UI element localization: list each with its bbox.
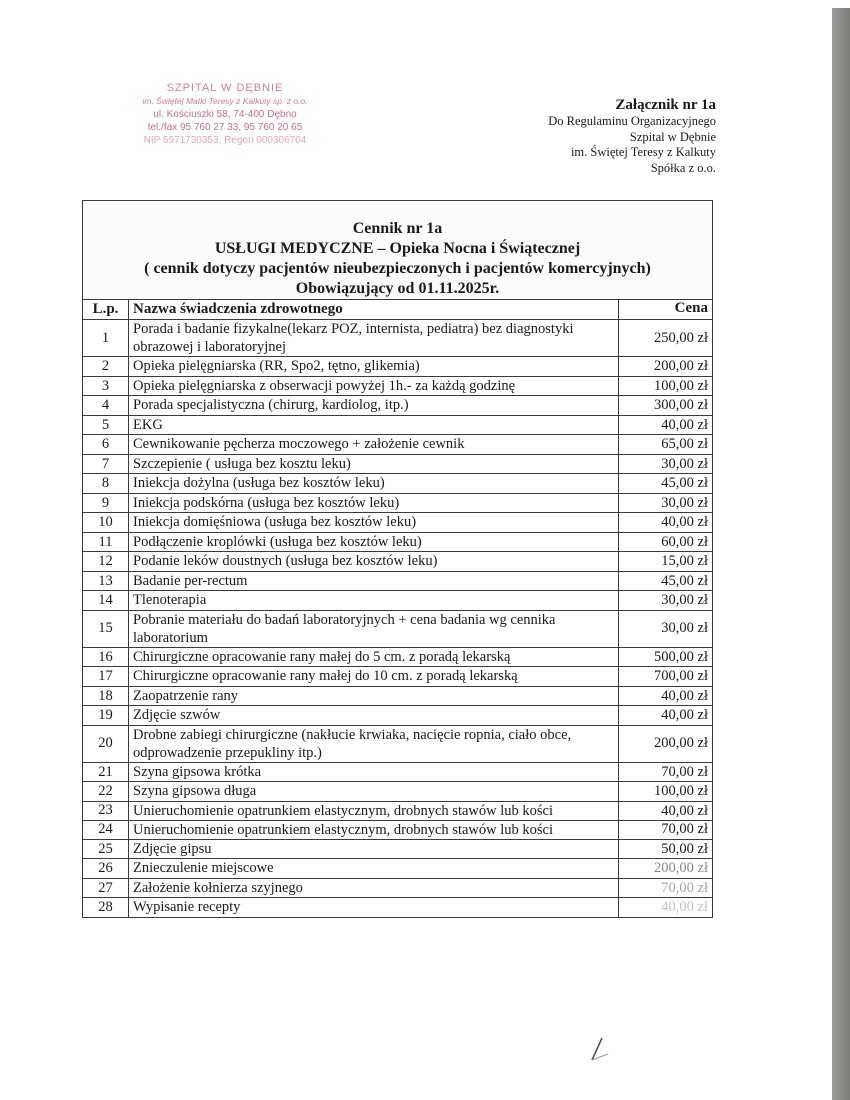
table-row [83,878,713,898]
service-price: 250,00 zł [619,320,713,357]
service-name: Porada i badanie fizykalne(lekarz POZ, internista, pediatra) bez diagnostyki obrazowej i laboratoryjnej [129,320,619,357]
service-price: 700,00 zł [619,667,713,687]
table-header-row [83,300,713,320]
service-name: Porada specjalistyczna (chirurg, kardiolog, itp.) [129,396,619,416]
row-number: 27 [83,878,129,898]
row-number: 10 [83,513,129,533]
stamp-subtitle: im. Świętej Matki Teresy z Kalkuty sp. z o.o. [142,96,308,106]
stamp-address: ul. Kościuszki 58, 74-400 Dębno [153,109,297,120]
service-price: 200,00 zł [619,859,713,879]
table-row [83,513,713,533]
service-name: Zdjęcie gipsu [129,839,619,859]
service-price: 30,00 zł [619,454,713,474]
service-name: Opieka pielęgniarska (RR, Spo2, tętno, glikemia) [129,357,619,377]
table-row [83,686,713,706]
table-row [83,571,713,591]
service-price: 500,00 zł [619,647,713,667]
service-price: 70,00 zł [619,762,713,782]
annex-line-3: im. Świętej Teresy z Kalkuty [570,145,716,159]
row-number: 9 [83,493,129,513]
table-row [83,647,713,667]
table-row [83,376,713,396]
service-name: Opieka pielęgniarska z obserwacji powyżej 1h.- za każdą godzinę [129,376,619,396]
column-header-name: Nazwa świadczenia zdrowotnego [129,300,619,320]
row-number: 17 [83,667,129,687]
service-price: 100,00 zł [619,782,713,802]
service-price: 45,00 zł [619,474,713,494]
service-price: 40,00 zł [619,513,713,533]
table-row [83,859,713,879]
table-row [83,667,713,687]
table-body [83,320,713,918]
service-name: Założenie kołnierza szyjnego [129,878,619,898]
table-row [83,357,713,377]
service-price: 30,00 zł [619,591,713,611]
service-name: Unieruchomienie opatrunkiem elastycznym, drobnych stawów lub kości [129,801,619,820]
service-price: 70,00 zł [619,878,713,898]
service-name: Unieruchomienie opatrunkiem elastycznym, drobnych stawów lub kości [129,820,619,839]
row-number: 23 [83,801,129,820]
table-row [83,725,713,762]
service-name: Znieczulenie miejscowe [129,859,619,879]
service-price: 200,00 zł [619,357,713,377]
service-name: Pobranie materiału do badań laboratoryjnych + cena badania wg cennika laboratorium [129,610,619,647]
service-name: Szyna gipsowa długa [129,782,619,802]
table-row [83,435,713,455]
service-price: 40,00 zł [619,706,713,726]
table-row [83,782,713,802]
service-name: Badanie per-rectum [129,571,619,591]
service-price: 300,00 zł [619,396,713,416]
table-row [83,415,713,435]
row-number: 7 [83,454,129,474]
scan-edge-shadow [832,8,850,1100]
table-row [83,454,713,474]
table-row [83,610,713,647]
service-price: 30,00 zł [619,493,713,513]
annex-line-2: Szpital w Dębnie [629,129,716,144]
row-number: 1 [83,320,129,357]
table-row [83,320,713,357]
annex-line-1: Do Regulaminu Organizacyjnego [548,114,716,128]
table-row [83,801,713,820]
table-row [83,396,713,416]
row-number: 13 [83,571,129,591]
column-header-price: Cena [619,300,713,320]
service-name: Szczepienie ( usługa bez kosztu leku) [129,454,619,474]
row-number: 6 [83,435,129,455]
service-price: 65,00 zł [619,435,713,455]
service-name: Iniekcja podskórna (usługa bez kosztów leku) [129,493,619,513]
service-name: Zdjęcie szwów [129,706,619,726]
price-list-title-block [83,201,713,300]
service-price: 50,00 zł [619,839,713,859]
stamp-phone: tel./fax 95 760 27 33, 95 760 20 65 [147,122,303,133]
row-number: 20 [83,725,129,762]
service-price: 100,00 zł [619,376,713,396]
row-number: 2 [83,357,129,377]
annex-line-4: Spółka z o.o. [650,160,716,175]
service-name: Iniekcja dożylna (usługa bez kosztów leku) [129,474,619,494]
price-list-subtitle: USŁUGI MEDYCZNE – Opieka Nocna i Świątecznej [214,240,581,257]
row-number: 24 [83,820,129,839]
stamp-ids: NIP 5971730353, Regon 000306704 [143,135,307,146]
table-row [83,474,713,494]
table-row [83,839,713,859]
table-row [83,591,713,611]
service-price: 30,00 zł [619,610,713,647]
service-name: Zaopatrzenie rany [129,686,619,706]
row-number: 18 [83,686,129,706]
row-number: 16 [83,647,129,667]
service-name: Szyna gipsowa krótka [129,762,619,782]
row-number: 12 [83,552,129,572]
service-price: 40,00 zł [619,415,713,435]
table-row [83,552,713,572]
column-header-lp: L.p. [83,300,129,320]
service-name: Podłączenie kroplówki (usługa bez kosztów leku) [129,532,619,552]
row-number: 15 [83,610,129,647]
row-number: 19 [83,706,129,726]
service-name: Tlenoterapia [129,591,619,611]
row-number: 4 [83,396,129,416]
annex-header [548,96,716,176]
table-row [83,706,713,726]
service-name: EKG [129,415,619,435]
service-price: 40,00 zł [619,686,713,706]
service-name: Drobne zabiegi chirurgiczne (nakłucie krwiaka, nacięcie ropnia, ciało obce, odprowadzenie przepukliny itp.) [129,725,619,762]
service-price: 70,00 zł [619,820,713,839]
row-number: 5 [83,415,129,435]
row-number: 22 [83,782,129,802]
service-name: Podanie leków doustnych (usługa bez kosztów leku) [129,552,619,572]
table-row [83,820,713,839]
row-number: 25 [83,839,129,859]
service-price: 15,00 zł [619,552,713,572]
row-number: 21 [83,762,129,782]
service-price: 40,00 zł [619,801,713,820]
service-name: Wypisanie recepty [129,898,619,918]
service-price: 45,00 zł [619,571,713,591]
service-name: Iniekcja domięśniowa (usługa bez kosztów leku) [129,513,619,533]
table-row [83,898,713,918]
row-number: 3 [83,376,129,396]
row-number: 11 [83,532,129,552]
table-row [83,493,713,513]
row-number: 28 [83,898,129,918]
service-price: 200,00 zł [619,725,713,762]
price-list-scope: ( cennik dotyczy pacjentów nieubezpieczonych i pacjentów komercyjnych) [144,260,651,277]
stamp-name: SZPITAL W DĘBNIE [166,82,284,94]
table-row [83,762,713,782]
price-list-valid-from: Obowiązujący od 01.11.2025r. [295,280,500,297]
price-list-table [82,200,713,918]
row-number: 14 [83,591,129,611]
hospital-stamp [120,82,330,147]
service-name: Chirurgiczne opracowanie rany małej do 10 cm. z poradą lekarską [129,667,619,687]
service-name: Cewnikowanie pęcherza moczowego + założenie cewnik [129,435,619,455]
row-number: 8 [83,474,129,494]
signature-mark [588,1036,612,1064]
row-number: 26 [83,859,129,879]
annex-title: Załącznik nr 1a [615,97,716,113]
service-price: 40,00 zł [619,898,713,918]
table-row [83,532,713,552]
service-name: Chirurgiczne opracowanie rany małej do 5 cm. z poradą lekarską [129,647,619,667]
service-price: 60,00 zł [619,532,713,552]
price-list-title: Cennik nr 1a [352,220,443,237]
